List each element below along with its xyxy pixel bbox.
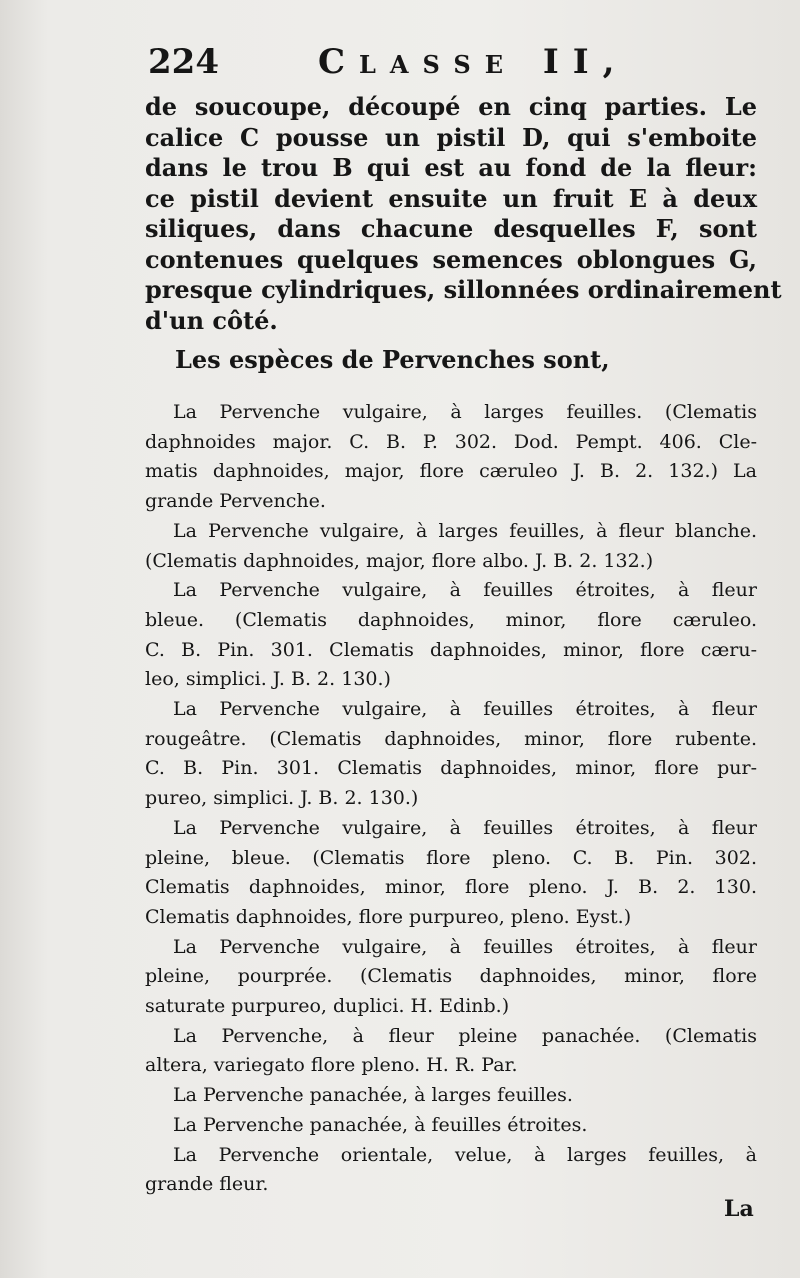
intro-line: calice C pousse un pistil D, qui s'emboite [145, 122, 757, 152]
section-heading: Les espèces de Pervenches sont, [175, 345, 610, 374]
species-entry [145, 1111, 757, 1141]
species-line: bleue. (Clematis daphnoides, minor, flore cæruleo. [145, 608, 757, 631]
species-line: La Pervenche, à fleur pleine panachée. (Clematis [173, 1024, 757, 1047]
species-line: pureo, simplici. J. B. 2. 130.) [145, 787, 419, 810]
species-entry [145, 1081, 757, 1111]
species-entry [145, 814, 757, 933]
species-line: altera, variegato flore pleno. H. R. Par. [145, 1054, 518, 1077]
intro-line: de soucoupe, découpé en cinq parties. Le [145, 92, 757, 121]
species-entry [145, 695, 757, 814]
species-line: La Pervenche panachée, à feuilles étroites. [173, 1113, 588, 1136]
species-line: matis daphnoides, major, flore cæruleo J. B. 2. 132.) La [145, 460, 757, 483]
species-entry [145, 1022, 757, 1081]
species-entry [145, 517, 757, 576]
species-entry [145, 398, 757, 517]
intro-line: d'un côté. [145, 305, 278, 335]
species-line: saturate purpureo, duplici. H. Edinb.) [145, 995, 510, 1018]
intro-line: contenues quelques semences oblongues G, [145, 244, 757, 274]
species-line: rougeâtre. (Clematis daphnoides, minor, flore rubente. [145, 727, 757, 750]
page-header [148, 42, 760, 92]
species-line: (Clematis daphnoides, major, flore albo. J. B. 2. 132.) [145, 549, 654, 572]
species-line: La Pervenche vulgaire, à feuilles étroites, à fleur [173, 579, 757, 602]
intro-paragraph [145, 92, 782, 336]
species-entry [145, 1141, 757, 1200]
species-line: La Pervenche vulgaire, à larges feuilles. (Clematis [173, 401, 757, 423]
running-title: Classe II, [318, 42, 629, 82]
species-line: La Pervenche panachée, à larges feuilles. [173, 1084, 573, 1107]
species-line: leo, simplici. J. B. 2. 130.) [145, 668, 391, 691]
intro-line: siliques, dans chacune desquelles F, sont [145, 214, 757, 243]
page-number: 224 [148, 42, 219, 82]
intro-line: dans le trou B qui est au fond de la fleur: [145, 153, 757, 182]
species-line: La Pervenche orientale, velue, à larges feuilles, à [173, 1143, 757, 1166]
species-line: La Pervenche vulgaire, à feuilles étroites, à fleur [173, 698, 757, 721]
species-line: La Pervenche vulgaire, à feuilles étroites, à fleur [173, 935, 757, 958]
intro-line: ce pistil devient ensuite un fruit E à deux [145, 183, 757, 213]
species-line: pleine, bleue. (Clematis flore pleno. C. B. Pin. 302. [145, 846, 757, 869]
species-entry [145, 933, 757, 1022]
species-line: pleine, pourprée. (Clematis daphnoides, minor, flore [145, 965, 757, 988]
catchword: La [724, 1196, 754, 1222]
species-entry [145, 576, 757, 695]
species-line: Clematis daphnoides, flore purpureo, pleno. Eyst.) [145, 905, 632, 928]
species-line: Clematis daphnoides, minor, flore pleno. J. B. 2. 130. [145, 876, 757, 899]
species-line: grande Pervenche. [145, 490, 326, 513]
species-list [145, 398, 757, 1200]
species-line: C. B. Pin. 301. Clematis daphnoides, minor, flore cæru- [145, 638, 757, 661]
species-line: La Pervenche vulgaire, à larges feuilles, à fleur blanche. [173, 519, 757, 542]
species-line: C. B. Pin. 301. Clematis daphnoides, minor, flore pur- [145, 757, 757, 780]
intro-line: presque cylindriques, sillonnées ordinairement [145, 275, 782, 304]
species-line: La Pervenche vulgaire, à feuilles étroites, à fleur [173, 816, 757, 839]
species-line: grande fleur. [145, 1173, 269, 1196]
species-line: daphnoides major. C. B. P. 302. Dod. Pempt. 406. Cle- [145, 430, 757, 453]
